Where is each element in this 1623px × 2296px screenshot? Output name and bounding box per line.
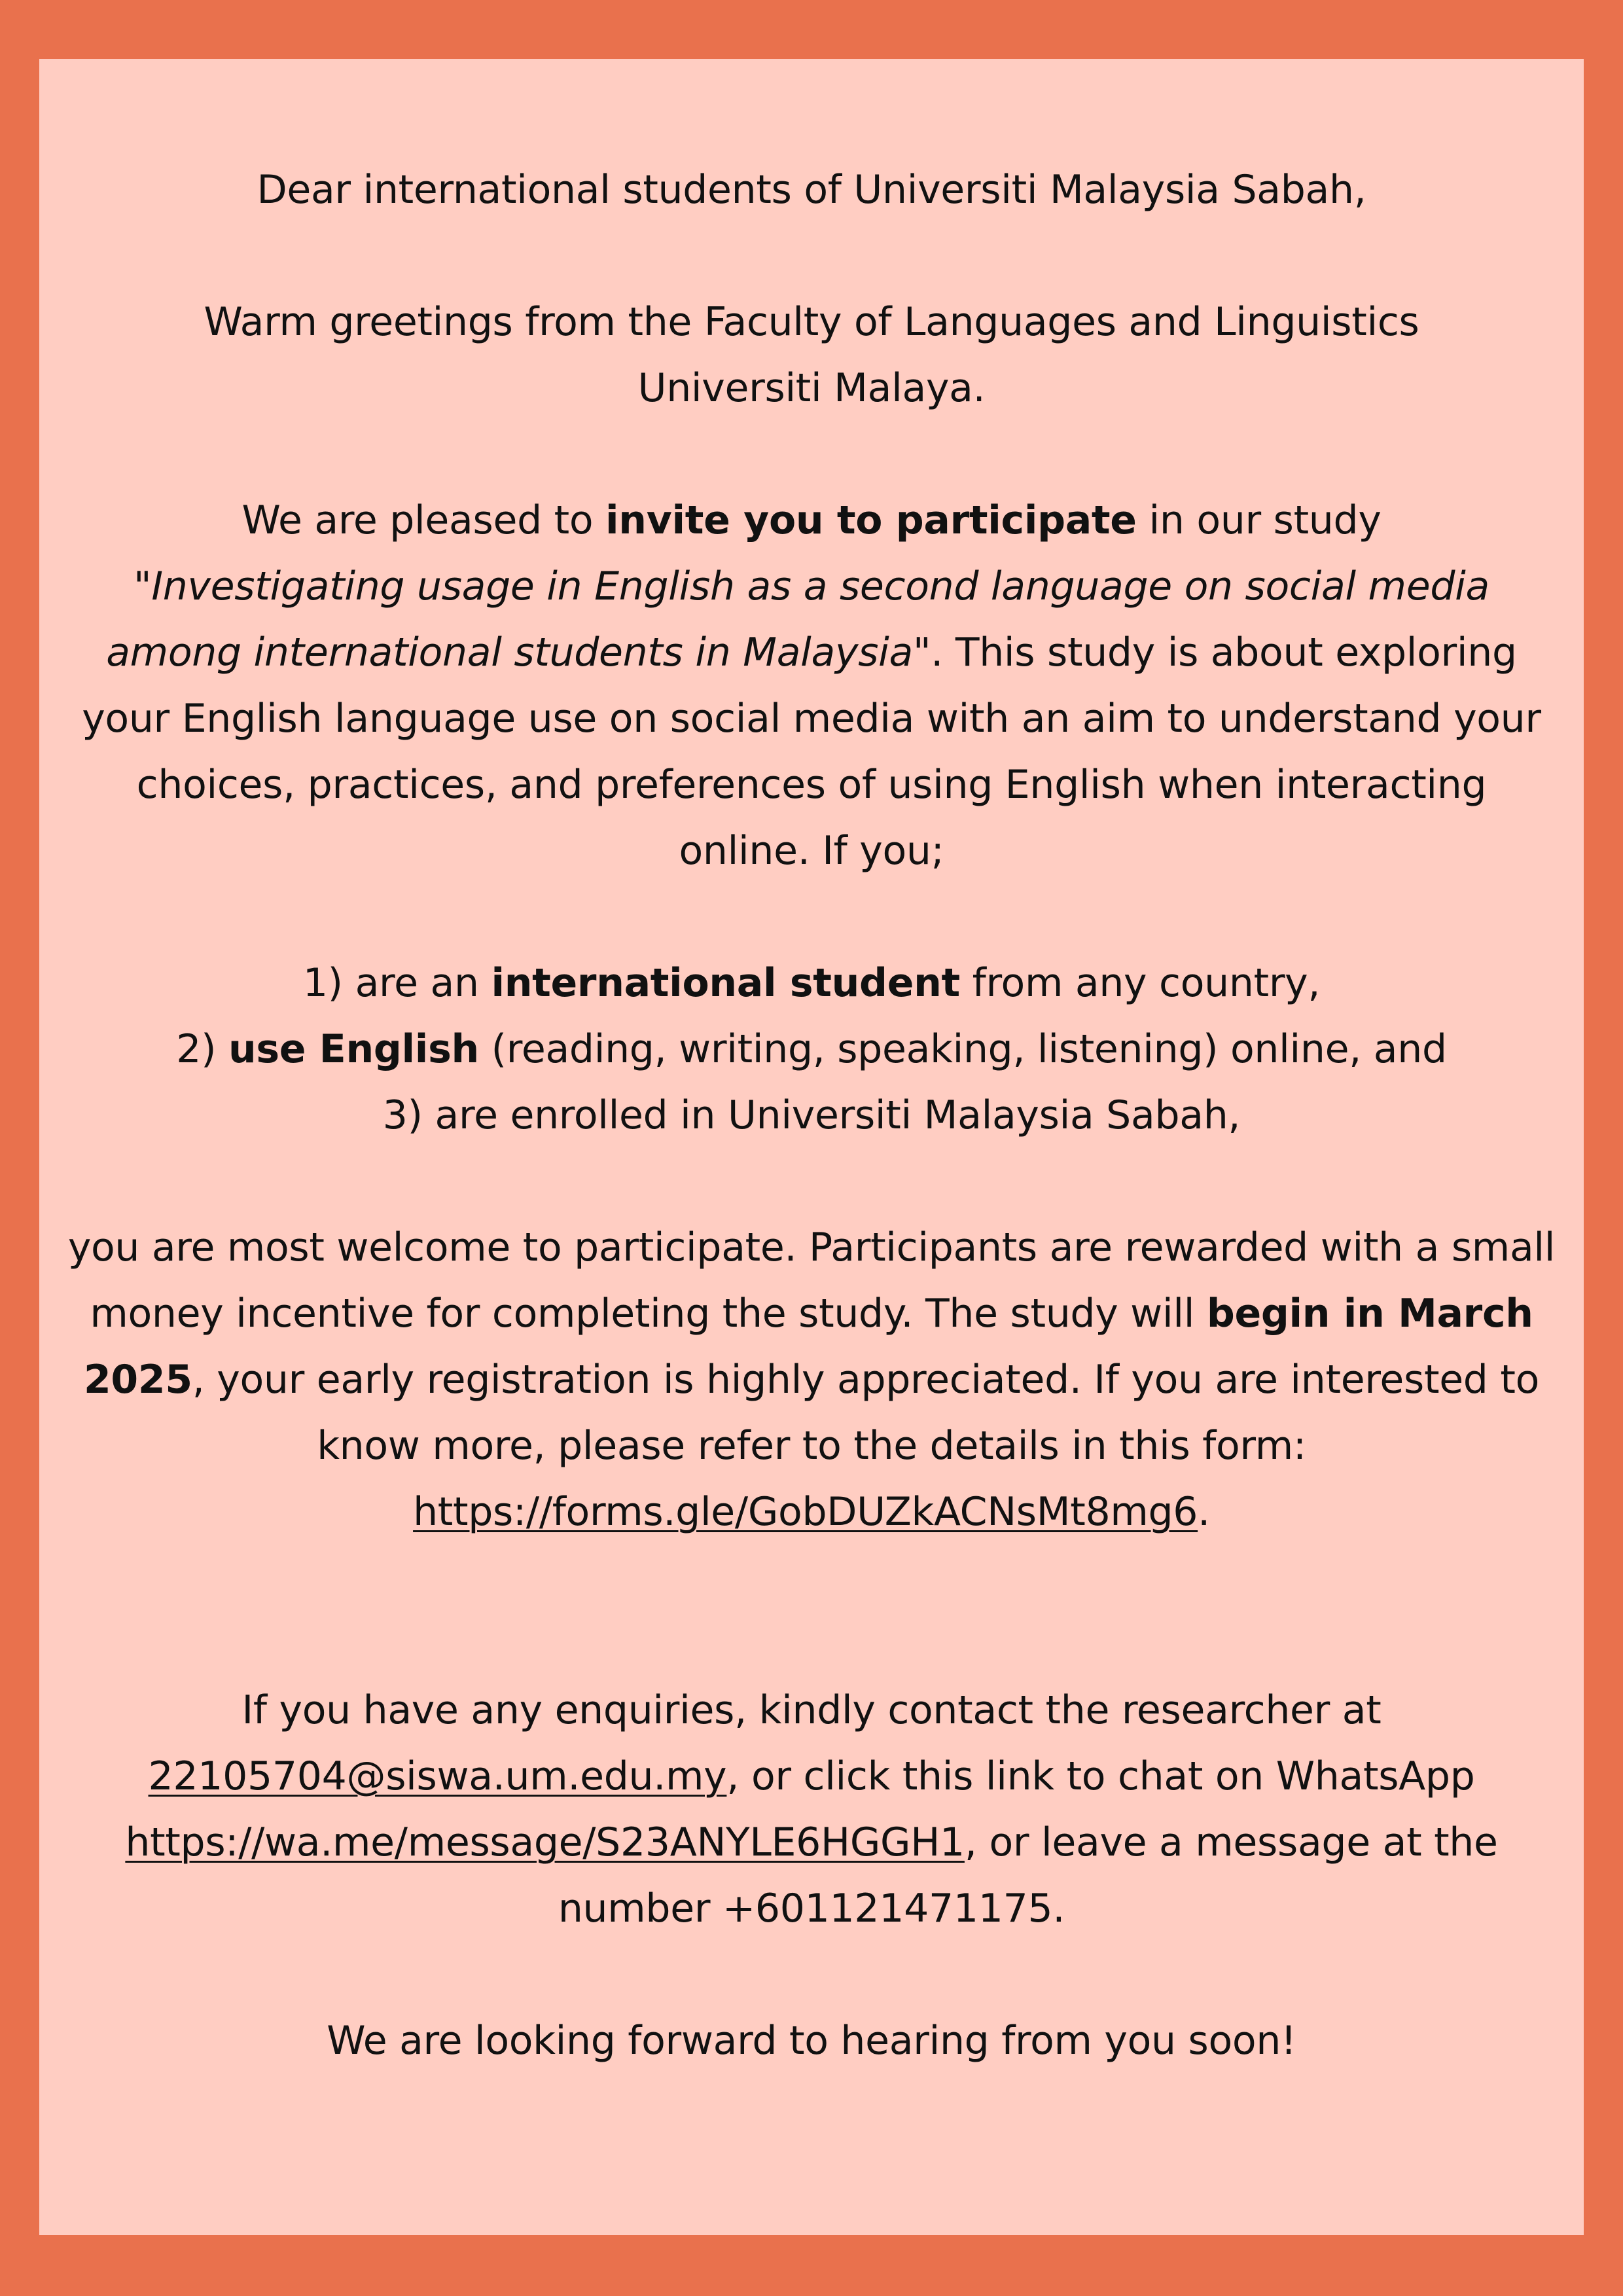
contact-mid: , or click this link to chat on WhatsApp <box>726 1753 1475 1799</box>
closing: We are looking forward to hearing from you soon! <box>327 2018 1296 2064</box>
criterion-1-post: from any country, <box>959 960 1321 1006</box>
study-title: "Investigating usage in English as a second language on social media among international students in Malaysia" <box>106 564 1489 675</box>
criteria-list <box>65 950 1558 1149</box>
criterion-3 <box>383 1092 1240 1138</box>
intro-line-1: Warm greetings from the Faculty of Languages and Linguistics <box>204 299 1419 345</box>
criterion-2-bold: use English <box>228 1026 479 1072</box>
criterion-2-post: (reading, writing, speaking, listening) online, and <box>478 1026 1447 1072</box>
flyer-content <box>65 157 1558 2074</box>
contact-paragraph <box>65 1677 1558 1942</box>
welcome-paragraph <box>65 1215 1558 1545</box>
contact-pre: If you have any enquiries, kindly contact the researcher at <box>241 1687 1382 1733</box>
form-link[interactable]: https://forms.gle/GobDUZkACNsMt8mg6 <box>413 1489 1198 1535</box>
invite-paragraph <box>65 488 1558 884</box>
greeting: Dear international students of Universiti Malaysia Sabah, <box>257 167 1366 213</box>
criterion-2-pre: 2) <box>176 1026 228 1072</box>
criterion-3-pre: 3) are enrolled in Universiti Malaysia Sabah, <box>382 1092 1241 1138</box>
invite-rest: . This study is about exploring your English language use on social media with an aim to understand your choices, practices, and preferences of using English when interacting online. If you; <box>82 630 1541 874</box>
whatsapp-link[interactable]: https://wa.me/message/S23ANYLE6HGGH1 <box>125 1820 965 1865</box>
criterion-1 <box>303 960 1320 1006</box>
criterion-1-bold: international student <box>491 960 960 1006</box>
intro-paragraph <box>65 289 1558 422</box>
invite-pre: We are pleased to <box>241 497 606 543</box>
welcome-bold: begin in March 2025 <box>83 1291 1533 1403</box>
intro-line-2: Universiti Malaya. <box>637 365 986 411</box>
criterion-2 <box>176 1026 1447 1072</box>
welcome-pre: you are most welcome to participate. Participants are rewarded with a small money incentive for completing the study. The study will <box>67 1225 1556 1336</box>
invite-bold: invite you to participate <box>605 497 1137 543</box>
welcome-post: , your early registration is highly appreciated. If you are interested to know more, please refer to the details in this form: <box>192 1357 1540 1469</box>
email-link[interactable]: 22105704@siswa.um.edu.my <box>148 1753 727 1799</box>
criterion-1-pre: 1) are an <box>302 960 491 1006</box>
contact-post: , or leave a message at the number +601121471175. <box>558 1820 1498 1931</box>
invite-post: in our study <box>1136 497 1382 543</box>
flyer-panel <box>39 59 1584 2235</box>
welcome-end: . <box>1198 1489 1210 1535</box>
